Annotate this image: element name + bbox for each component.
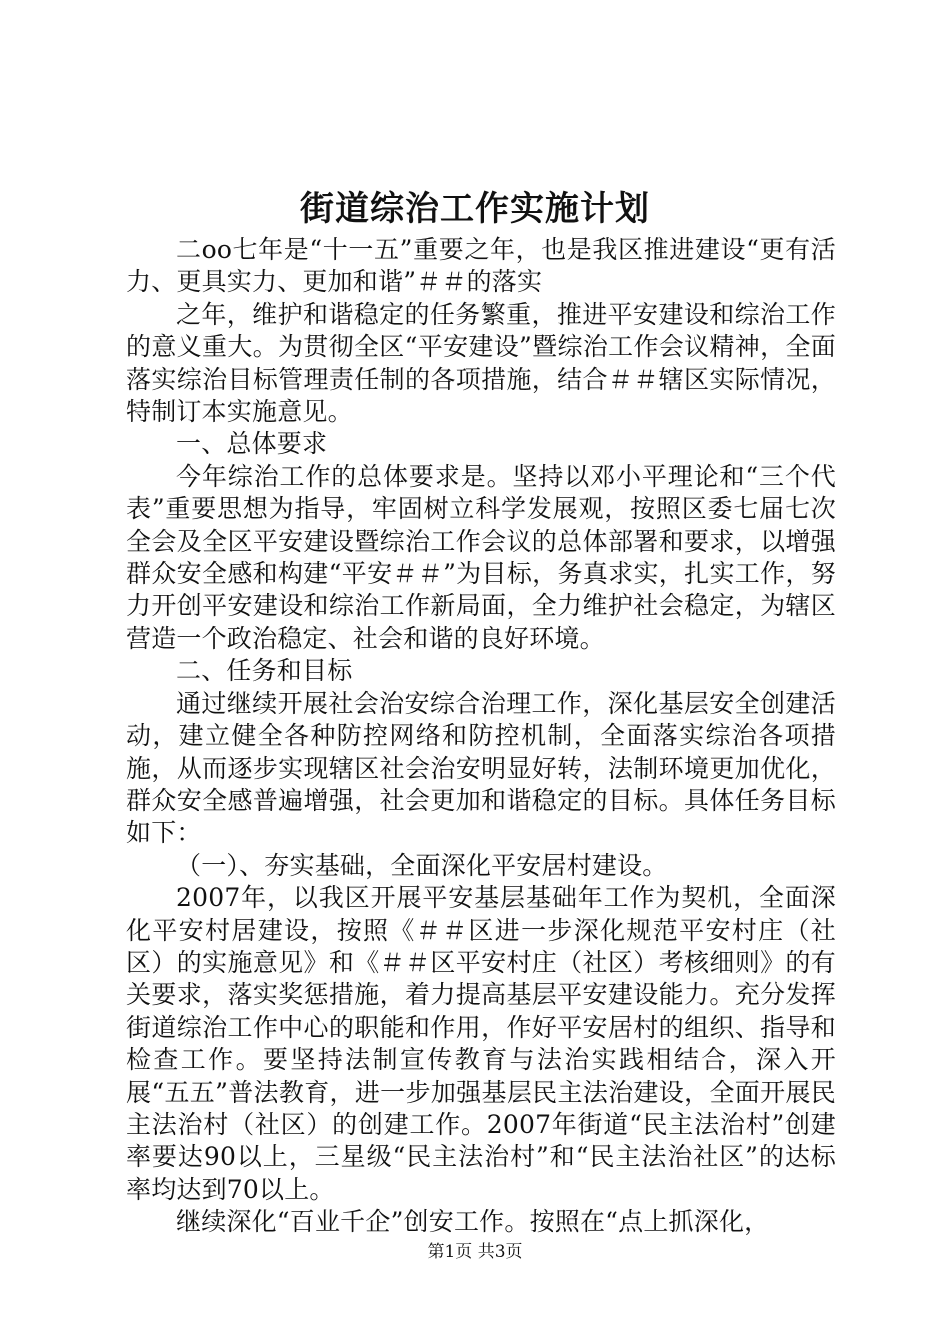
paragraph-intro-2: 之年，维护和谐稳定的任务繁重，推进平安建设和综治工作的意义重大。为贯彻全区“平安建设”暨综治工作会议精神，全面落实综治目标管理责任制的各项措施，结合＃＃辖区实际情况，特制订本实施意见。 (126, 299, 836, 427)
paragraph-2007-plan: 2007年，以我区开展平安基层基础年工作为契机，全面深化平安村居建设，按照《＃＃区进一步深化规范平安村庄（社区）的实施意见》和《＃＃区平安村庄（社区）考核细则》的有关要求，落实奖惩措施，着力提高基层平安建设能力。充分发挥街道综治工作中心的职能和作用，作好平安居村的组织、指导和检查工作。要坚持法制宣传教育与法治实践相结合，深入开展“五五”普法教育，进一步加强基层民主法治建设，全面开展民主法治村（社区）的创建工作。2007年街道“民主法治村”创建率要达90以上，三星级“民主法治村”和“民主法治社区”的达标率均达到70以上。 (126, 883, 836, 1204)
paragraph-intro-1: 二oo七年是“十一五”重要之年，也是我区推进建设“更有活力、更具实力、更加和谐”＃＃的落实 (126, 235, 836, 297)
paragraph-overall-requirements: 今年综治工作的总体要求是。坚持以邓小平理论和“三个代表”重要思想为指导，牢固树立科学发展观，按照区委七届七次全会及全区平安建设暨综治工作会议的总体部署和要求，以增强群众安全感和构建“平安＃＃”为目标，务真求实，扎实工作，努力开创平安建设和综治工作新局面，全力维护社会稳定，为辖区营造一个政治稳定、社会和谐的良好环境。 (126, 461, 836, 653)
section-heading-tasks-goals: 二、任务和目标 (176, 656, 353, 686)
document-title: 街道综治工作实施计划 (300, 189, 650, 229)
paragraph-tasks-goals: 通过继续开展社会治安综合治理工作，深化基层安全创建活动，建立健全各种防控网络和防控机制，全面落实综治各项措施，从而逐步实现辖区社会治安明显好转，法制环境更加优化，群众安全感普遍增强，社会更加和谐稳定的目标。具体任务目标如下： (126, 688, 836, 848)
subsection-heading-1: （一）、夯实基础，全面深化平安居村建设。 (176, 850, 668, 880)
page-footer: 第1页 共3页 (427, 1242, 523, 1262)
document-body (126, 234, 836, 1239)
section-heading-overall-requirements: 一、总体要求 (176, 429, 328, 459)
paragraph-continue: 继续深化“百业千企”创安工作。按照在“点上抓深化， (176, 1207, 770, 1237)
